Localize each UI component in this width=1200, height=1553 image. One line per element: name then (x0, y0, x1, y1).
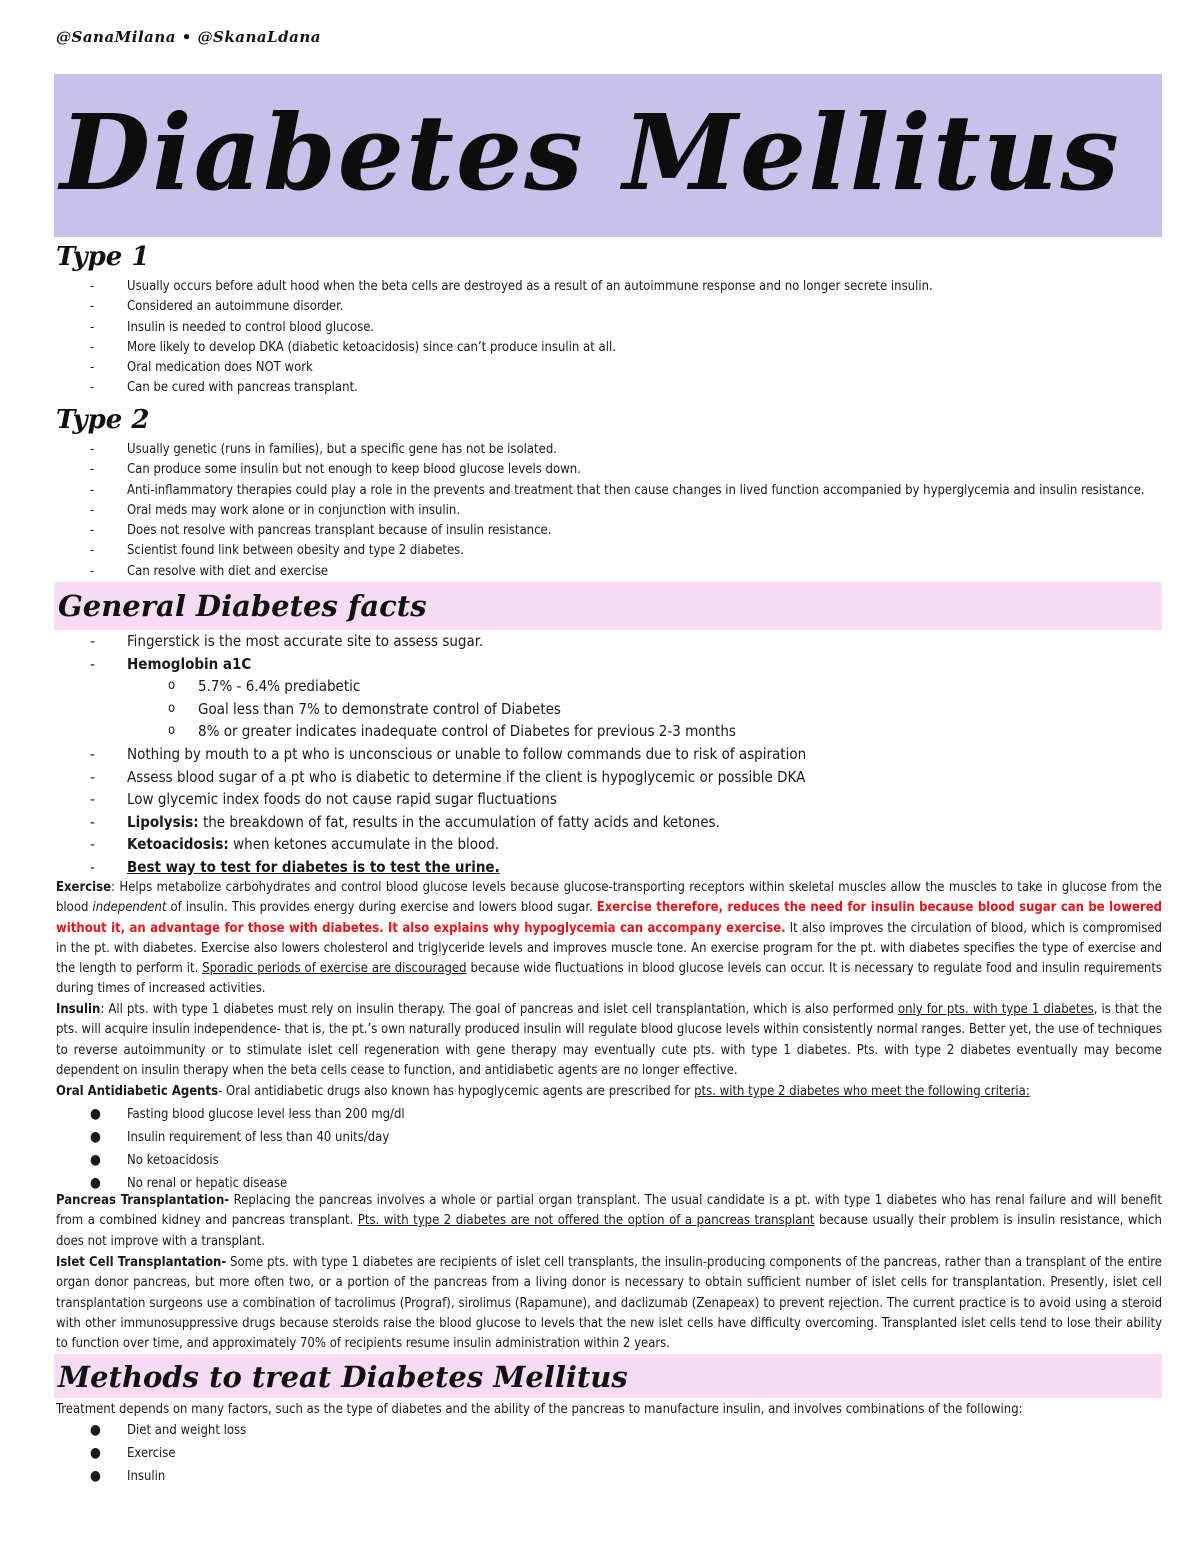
methods-heading: Methods to treat Diabetes Mellitus (58, 1360, 628, 1394)
list-item: - Usually genetic (runs in families), but a specific gene has not be isolated. (90, 442, 557, 457)
methods-intro: Treatment depends on many factors, such as the type of diabetes and the ability of the pancreas to manufacture insulin, and involves combinations of the following: (56, 1402, 1023, 1417)
author-credit: @SanaMilana • @SkanaLdana (56, 28, 322, 46)
list-item: - Anti-inflammatory therapies could play a role in the prevents and treatment that then cause changes in lived function accompanied by hyperglycemia and insulin resistance. (90, 482, 1145, 498)
list-item: - Usually occurs before adult hood when the beta cells are destroyed as a result of an autoimmune response and no longer secrete insulin. (90, 279, 933, 294)
methods-list (0, 1419, 1200, 1488)
list-item: ● No renal or hepatic disease (90, 1175, 288, 1191)
type1-list (0, 277, 1200, 399)
list-item: - Insulin is needed to control blood glucose. (90, 319, 375, 335)
list-item: - Can produce some insulin but not enough to keep blood glucose levels down. (90, 462, 581, 478)
islet-transplant-paragraph: Islet Cell Transplantation- Some pts. with type 1 diabetes are recipients of islet cell transplants, the insulin-producing components of the pancreas, rather than a transplant of the entire organ donor pancreas, but more often two, or a portion of the pancreas from a living donor is necessary to obtain sufficient number of islet cells for transplantation. Presently, islet cell transplantation surgeons use a combination of tacrolimus (Prograf), sirolimus (Rapamune), and daclizumab (Zenapeax) to prevent rejection. The current practice is to avoid using a steroid with other immunosuppressive drugs because steroids raise the blood glucose to levels that the new islet cells have difficulty overcoming. Transplanted islet cells tend to lose their ability to function over time, and approximately 70% of recipients resume insulin administration within 2 years. (56, 1255, 1162, 1352)
list-item: - Lipolysis: the breakdown of fat, results in the accumulation of fatty acids and ketones. (90, 812, 720, 831)
general-heading: General Diabetes facts (58, 589, 427, 623)
list-item: - Hemoglobin a1C (90, 654, 252, 673)
list-item: - Low glycemic index foods do not cause rapid sugar fluctuations (90, 790, 557, 809)
list-item: ● Diet and weight loss (90, 1422, 247, 1438)
oral-agents-paragraph: Oral Antidiabetic Agents- Oral antidiabetic drugs also known has hypoglycemic agents are prescribed for pts. with type 2 diabetes who meet the following criteria: (56, 1084, 1030, 1099)
list-item: - More likely to develop DKA (diabetic ketoacidosis) since can’t produce insulin at all. (90, 339, 616, 355)
list-item: - Nothing by mouth to a pt who is unconscious or unable to follow commands due to risk of aspiration (90, 744, 807, 763)
list-item: - Can be cured with pancreas transplant. (90, 380, 358, 396)
list-item: ● No ketoacidosis (90, 1152, 219, 1168)
page-title: Diabetes Mellitus (60, 91, 1121, 214)
list-item: o Goal less than 7% to demonstrate control of Diabetes (168, 699, 561, 718)
list-item: - Assess blood sugar of a pt who is diabetic to determine if the client is hypoglycemic or possible DKA (90, 767, 806, 786)
insulin-paragraph: Insulin: All pts. with type 1 diabetes must rely on insulin therapy. The goal of pancreas and islet cell transplantation, which is also performed only for pts. with type 1 diabetes, is that the pts. will acquire insulin independence- that is, the pt.’s own naturally produced insulin will regulate blood glucose levels within consistently normal ranges. Better yet, the use of techniques to reverse autoimmunity or to stimulate islet cell regeneration with gene therapy may eventually cute pts. with type 1 diabetes. Pts. with type 2 diabetes eventually may become dependent on insulin therapy when the beta cells cease to function, and antidiabetic agents are no longer effective. (56, 1002, 1162, 1078)
list-item: - Ketoacidosis: when ketones accumulate in the blood. (90, 835, 500, 854)
list-item: ● Insulin (90, 1468, 166, 1484)
list-item: ● Fasting blood glucose level less than 200 mg/dl (90, 1106, 405, 1122)
general-facts-list (0, 630, 1200, 879)
list-item: - Scientist found link between obesity and type 2 diabetes. (90, 543, 464, 559)
list-item: - Oral meds may work alone or in conjunction with insulin. (90, 502, 461, 518)
list-item: - Fingerstick is the most accurate site to assess sugar. (90, 632, 484, 650)
type2-heading: Type 2 (56, 405, 150, 435)
list-item: - Oral medication does NOT work (90, 360, 313, 376)
exercise-paragraph: Exercise: Helps metabolize carbohydrates and control blood glucose levels because glucose-transporting receptors within skeletal muscles allow the muscles to take in glucose from the blood independent of insulin. This provides energy during exercise and lowers blood sugar. Exercise therefore, reduces the need for insulin because blood sugar can be lowered without it, an advantage for those with diabetes. It also explains why hypoglycemia can accompany exercise. It also improves the circulation of blood, which is compromised in the pt. with diabetes. Exercise also lowers cholesterol and triglyceride levels and improves muscle tone. An exercise program for the pt. with diabetes specifies the type of exercise and the length to perform it. Sporadic periods of exercise are discouraged because wide fluctuations in blood glucose levels can occur. It is necessary to regulate food and insulin requirements during times of increased activities. (56, 880, 1163, 997)
list-item: - Does not resolve with pancreas transplant because of insulin resistance. (90, 523, 552, 539)
list-item: - Can resolve with diet and exercise (90, 563, 329, 579)
oral-criteria-list (0, 1103, 1200, 1195)
list-item: o 8% or greater indicates inadequate control of Diabetes for previous 2-3 months (168, 722, 736, 741)
list-item: ● Insulin requirement of less than 40 units/day (90, 1129, 390, 1145)
type2-list (0, 440, 1200, 582)
list-item: - Considered an autoimmune disorder. (90, 299, 344, 315)
list-item: o 5.7% - 6.4% prediabetic (168, 677, 361, 696)
type1-heading: Type 1 (56, 242, 150, 272)
list-item: - Best way to test for diabetes is to test the urine. (90, 857, 500, 876)
list-item: ● Exercise (90, 1445, 176, 1461)
pancreas-transplant-paragraph: Pancreas Transplantation- Replacing the pancreas involves a whole or partial organ transplant. The usual candidate is a pt. with type 1 diabetes who has renal failure and will benefit from a combined kidney and pancreas transplant. Pts. with type 2 diabetes are not offered the option of a pancreas transplant because usually their problem is insulin resistance, which does not improve with a transplant. (56, 1193, 1162, 1249)
